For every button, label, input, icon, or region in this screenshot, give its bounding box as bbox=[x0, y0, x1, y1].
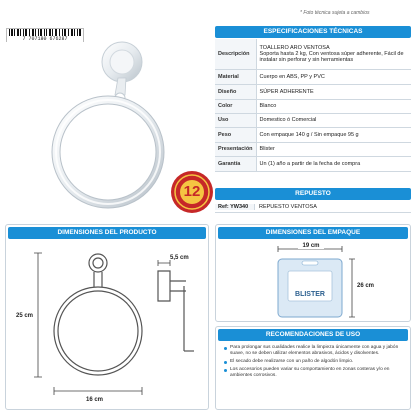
package-dimension-drawing bbox=[216, 239, 412, 321]
spec-value: Con empaque 140 g / Sin empaque 95 g bbox=[256, 127, 411, 142]
spec-row bbox=[215, 142, 411, 156]
seal-number: 12 bbox=[183, 183, 201, 200]
recommendation-item: Para prolongar sus cualidades realice la limpieza únicamente con agua y jabón suave, no se deben utilizar elementos abrasivos, ácidos y disolventes. bbox=[224, 345, 404, 357]
spec-row bbox=[215, 84, 411, 99]
warranty-seal bbox=[170, 170, 214, 214]
spec-value: Blister bbox=[256, 142, 411, 156]
package-width-label: 19 cm bbox=[298, 243, 324, 249]
spec-section bbox=[215, 26, 411, 172]
product-depth-label: 5,5 cm bbox=[170, 255, 189, 261]
spec-row bbox=[215, 127, 411, 142]
spare-value: REPUESTO VENTOSA bbox=[259, 204, 317, 210]
spec-row bbox=[215, 69, 411, 84]
spec-label: Material bbox=[215, 69, 256, 84]
spec-row bbox=[215, 99, 411, 113]
recommendation-item: Los accesorios pueden variar su comportamiento en zonas costeras y/o en ambientes corrosivos. bbox=[224, 367, 404, 379]
spec-row bbox=[215, 39, 411, 69]
spec-table bbox=[215, 39, 411, 172]
recommendations-panel bbox=[215, 326, 411, 410]
recommendations-title: RECOMENDACIONES DE USO bbox=[218, 329, 408, 341]
product-dimension-drawing bbox=[8, 241, 208, 409]
footnote: * Foto técnica sujeta a cambios bbox=[300, 10, 370, 16]
spec-row bbox=[215, 113, 411, 127]
barcode-number: 7 707180 676287 bbox=[7, 36, 83, 42]
package-height-label: 26 cm bbox=[357, 283, 375, 289]
spare-section bbox=[215, 188, 411, 213]
spec-value: Un (1) año a partir de la fecha de compra bbox=[256, 156, 411, 171]
spec-value: SÚPER ADHERENTE bbox=[256, 84, 411, 99]
spec-value: Cuerpo en ABS, PP y PVC bbox=[256, 69, 411, 84]
spec-value: Blanco bbox=[256, 99, 411, 113]
spec-label: Uso bbox=[215, 113, 256, 127]
product-width-label: 16 cm bbox=[86, 397, 104, 403]
spec-row bbox=[215, 156, 411, 171]
product-height-label: 25 cm bbox=[16, 313, 34, 319]
product-dimensions-title: DIMENSIONES DEL PRODUCTO bbox=[8, 227, 206, 239]
package-dimensions-panel bbox=[215, 224, 411, 322]
recommendation-item: El secado debe realizarse con un paño de algodón limpio. bbox=[224, 359, 404, 365]
spec-value: Domestico ó Comercial bbox=[256, 113, 411, 127]
spec-value: TOALLERO ARO VENTOSA Soporta hasta 2 kg, Con ventosa súper adherente, Fácil de instalar sin perforar y sin herramientas bbox=[256, 39, 411, 69]
spare-ref: Ref: YW340 bbox=[215, 204, 255, 210]
spec-label: Garantía bbox=[215, 156, 256, 171]
spec-label: Color bbox=[215, 99, 256, 113]
spec-label: Descripción bbox=[215, 39, 256, 69]
spec-label: Diseño bbox=[215, 84, 256, 99]
product-image bbox=[30, 40, 190, 218]
spare-title: REPUESTO bbox=[215, 188, 411, 200]
product-dimensions-panel bbox=[5, 224, 209, 410]
spare-row bbox=[215, 202, 411, 213]
package-dimensions-title: DIMENSIONES DEL EMPAQUE bbox=[218, 227, 408, 239]
spec-label: Peso bbox=[215, 127, 256, 142]
spec-title: ESPECIFICACIONES TÉCNICAS bbox=[215, 26, 411, 38]
recommendations-list bbox=[216, 343, 410, 379]
spec-label: Presentación bbox=[215, 142, 256, 156]
package-label: BLISTER bbox=[295, 291, 325, 298]
